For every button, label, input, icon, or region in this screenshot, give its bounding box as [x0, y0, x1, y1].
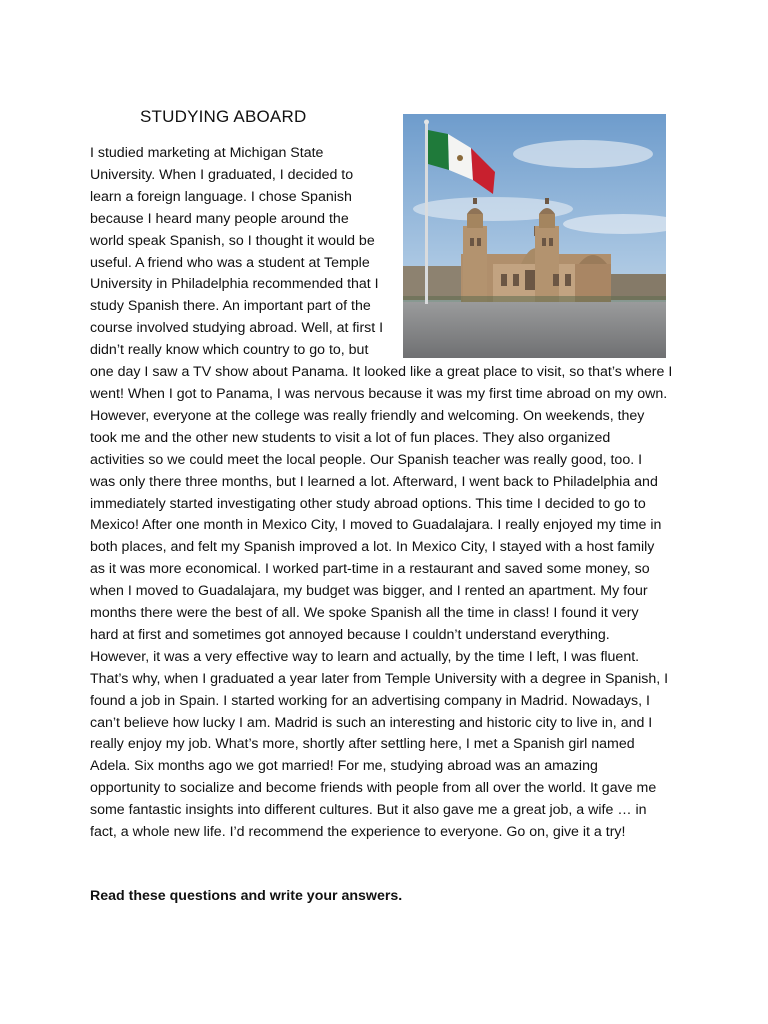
body-line: fact, a whole new life. I’d recommend the experience to everyone. Go on, give it a try!	[90, 824, 626, 841]
body-line: However, everyone at the college was really friendly and welcoming. On weekends, they	[90, 407, 645, 424]
body-line: as it was more economical. I worked part-time in a restaurant and saved some money, so	[90, 561, 650, 578]
body-line: some fantastic insights into different cultures. But it also gave me a great job, a wife … in	[90, 802, 647, 819]
body-line: activities so we could meet the local people. Our Spanish teacher was really good, too. I	[90, 451, 643, 468]
body-line: University in Philadelphia recommended that I	[90, 276, 379, 293]
body-line: hard at first and sometimes got annoyed because I couldn’t understand everything.	[90, 626, 610, 643]
body-line: months there were the best of all. We spoke Spanish all the time in class! I found it very	[90, 605, 639, 622]
body-line: That’s why, when I graduated a year later from Temple University with a degree in Spanish, I	[90, 670, 669, 687]
body-line: study Spanish there. An important part of the	[90, 298, 371, 315]
body-line: Adela. Six months ago we got married! For me, studying abroad was an amazing	[90, 758, 598, 775]
article-body	[90, 143, 680, 844]
body-line: world speak Spanish, so I thought it would be	[90, 232, 375, 249]
body-line: useful. A friend who was a student at Temple	[90, 254, 370, 271]
body-line: I studied marketing at Michigan State	[90, 145, 324, 161]
body-line: really enjoy my job. What’s more, shortly after settling here, I met a Spanish girl named	[90, 736, 635, 753]
body-line: when I moved to Guadalajara, my budget was bigger, and I rented an apartment. My four	[90, 583, 648, 600]
body-line: can’t believe how lucky I am. Madrid is such an interesting and historic city to live in, and I	[90, 714, 653, 731]
body-line: both places, and felt my Spanish improved a lot. In Mexico City, I stayed with a host family	[90, 539, 655, 556]
body-line: learn a foreign language. I chose Spanish	[90, 188, 352, 205]
body-line: opportunity to socialize and become friends with people from all over the world. It gave me	[90, 780, 657, 797]
body-line: was only there three months, but I learned a lot. Afterward, I went back to Philadelphia and	[90, 473, 658, 490]
instructions-heading: Read these questions and write your answers.	[90, 888, 403, 904]
body-line: one day I saw a TV show about Panama. It looked like a great place to visit, so that’s where I	[90, 364, 673, 381]
body-line: University. When I graduated, I decided to	[90, 166, 354, 183]
body-line: took me and the other new students to visit a lot of fun places. They also organized	[90, 429, 611, 446]
body-line: went! When I got to Panama, I was nervous because it was my first time abroad on my own.	[90, 385, 668, 402]
body-line: because I heard many people around the	[90, 210, 349, 227]
body-line: Mexico! After one month in Mexico City, I moved to Guadalajara. I really enjoyed my time in	[90, 517, 662, 534]
body-line: found a job in Spain. I started working for an advertising company in Madrid. Nowadays, I	[90, 692, 650, 709]
body-line: immediately started investigating other study abroad options. This time I decided to go to	[90, 495, 646, 512]
body-line: However, it was a very effective way to learn and actually, by the time I left, I was fluent.	[90, 648, 640, 665]
document-title: STUDYING ABOARD	[140, 107, 307, 126]
body-line: didn’t really know which country to go to, but	[90, 342, 369, 359]
body-line: course involved studying abroad. Well, at first I	[90, 320, 384, 337]
